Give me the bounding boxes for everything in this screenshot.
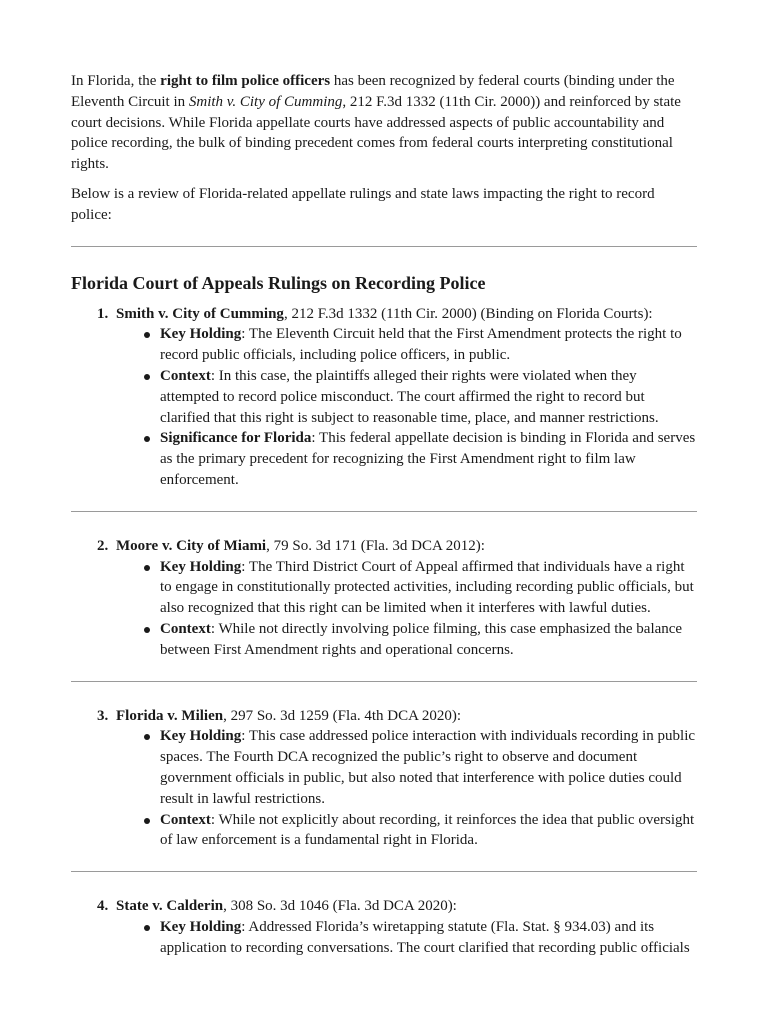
- case-name: Smith v. City of Cumming: [116, 305, 284, 322]
- case-name: Florida v. Milien: [116, 707, 224, 724]
- case-item: [71, 304, 697, 491]
- case-item: [71, 706, 697, 852]
- case-title: [116, 304, 697, 325]
- point-text: : The Third District Court of Appeal affirmed that individuals have a right to engage in constitutionally protected activities, including recording public officials, but also recognized that this right can be limited when it interferes with lawful duties.: [160, 558, 694, 617]
- point-label: Context: [160, 811, 211, 828]
- intro-text: has been recognized by federal courts (binding under the Eleventh Circuit in: [71, 73, 675, 110]
- review-paragraph: Below is a review of Florida-related appellate rulings and state laws impacting the right to record police:: [71, 185, 655, 223]
- case-item: [71, 536, 697, 661]
- point-text: : In this case, the plaintiffs alleged their rights were violated when they attempted to record police misconduct. The court affirmed the right to record but clarified that this right is subject to reasonable time, place, and manner restrictions.: [160, 367, 659, 426]
- case-point: [160, 619, 697, 661]
- point-text: : This case addressed police interaction with individuals recording in public spaces. The Fourth DCA recognized the public’s right to observe and document government officials in public, but also noted that interference with police duties could result in lawful restrictions.: [160, 728, 696, 807]
- divider: [71, 511, 697, 512]
- case-points: [116, 726, 697, 851]
- case-points: [116, 917, 697, 959]
- case-point: [160, 557, 697, 619]
- divider: [71, 246, 697, 247]
- case-title: [116, 536, 697, 557]
- case-point: [160, 428, 697, 490]
- point-label: Key Holding: [160, 558, 242, 575]
- case-point: [160, 810, 697, 852]
- point-label: Context: [160, 620, 211, 637]
- point-text: : This federal appellate decision is binding in Florida and serves as the primary precedent for recognizing the First Amendment right to film law enforcement.: [160, 430, 696, 488]
- section-heading: Florida Court of Appeals Rulings on Recording Police: [71, 272, 486, 293]
- case-points: [116, 557, 697, 661]
- case-point: [160, 324, 697, 366]
- point-label: Key Holding: [160, 326, 242, 343]
- case-number: 3.: [97, 707, 109, 724]
- point-text: : While not explicitly about recording, it reinforces the idea that public oversight of law enforcement is a fundamental right in Florida.: [160, 811, 695, 849]
- case-point: [160, 366, 697, 428]
- divider: [71, 681, 697, 682]
- case-number: 2.: [97, 537, 109, 554]
- intro-paragraph: [71, 71, 697, 175]
- case-citation: , 297 So. 3d 1259 (Fla. 4th DCA 2020):: [223, 707, 462, 724]
- case-title: [116, 706, 697, 727]
- case-title: [116, 896, 697, 917]
- case-point: [160, 726, 697, 809]
- case-item: [71, 896, 697, 958]
- point-label: Key Holding: [160, 918, 242, 935]
- divider: [71, 871, 697, 872]
- case-name: Moore v. City of Miami: [116, 537, 267, 554]
- case-points: [116, 324, 697, 490]
- intro-text: , 212 F.3d 1332 (11th Cir. 2000)) and reinforced by state court decisions. While Florida appellate courts have addressed aspects of public accountability and police recording, the bulk of binding precedent comes from federal courts interpreting constitutional rights.: [71, 93, 681, 173]
- point-text: : Addressed Florida’s wiretapping statute (Fla. Stat. § 934.03) and its application to recording conversations. The court clarified that recording public officials: [160, 918, 690, 956]
- case-citation: , 79 So. 3d 171 (Fla. 3d DCA 2012):: [266, 537, 485, 554]
- point-label: Context: [160, 367, 211, 384]
- point-text: : While not directly involving police filming, this case emphasized the balance between First Amendment rights and operational concerns.: [160, 620, 683, 658]
- case-number: 4.: [97, 898, 109, 915]
- point-text: : The Eleventh Circuit held that the First Amendment protects the right to record public officials, including police officers, in public.: [160, 326, 682, 364]
- case-number: 1.: [97, 305, 109, 322]
- point-label: Key Holding: [160, 728, 242, 745]
- intro-text: In Florida, the: [71, 73, 161, 89]
- case-citation: , 212 F.3d 1332 (11th Cir. 2000) (Binding on Florida Courts):: [283, 305, 653, 322]
- point-label: Significance for Florida: [160, 430, 312, 447]
- case-name: State v. Calderin: [116, 898, 224, 915]
- intro-case-name: Smith v. City of Cumming: [188, 93, 343, 110]
- intro-bold-phrase: right to film police officers: [160, 73, 331, 89]
- case-point: [160, 917, 697, 959]
- case-citation: , 308 So. 3d 1046 (Fla. 3d DCA 2020):: [223, 898, 457, 915]
